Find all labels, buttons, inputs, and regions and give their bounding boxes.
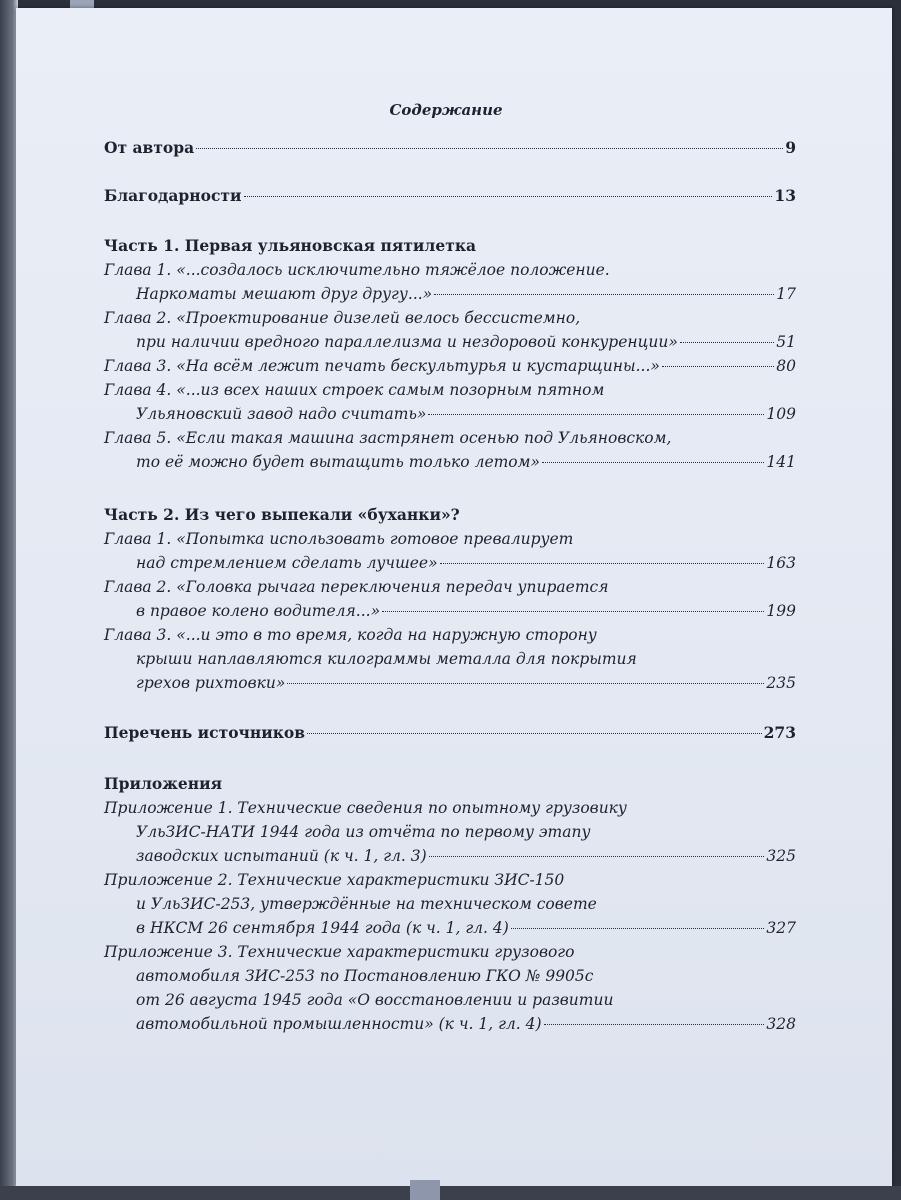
dot-leader — [662, 366, 774, 367]
page-number: 109 — [766, 405, 796, 423]
dot-leader — [287, 683, 764, 684]
toc-chapter: Глава 3. «...и это в то время, когда на наружную сторону крыши наплавляются килограммы металла для покрытия грехов рихтовки» 235 — [104, 623, 796, 695]
dot-leader — [196, 148, 783, 149]
toc-chapter: Глава 2. «Проектирование дизелей велось бессистемно, при наличии вредного параллелизма и нездоровой конкуренции» 51 — [104, 306, 796, 354]
dot-leader — [680, 342, 774, 343]
part-heading: Часть 1. Первая ульяновская пятилетка — [104, 236, 477, 255]
toc-entry-sources: Перечень источников 273 — [104, 721, 796, 745]
toc-chapter: Глава 4. «...из всех наших строек самым позорным пятном Ульяновский завод надо считать» 109 — [104, 378, 796, 426]
appendices-heading: Приложения — [104, 774, 223, 793]
dot-leader — [542, 462, 764, 463]
toc-appendices — [104, 772, 796, 1036]
toc-chapter: Глава 5. «Если такая машина застрянет осенью под Ульяновском, то её можно будет вытащить только летом» 141 — [104, 426, 796, 474]
page-title: Содержание — [389, 101, 503, 119]
page-number: 199 — [766, 602, 796, 620]
toc-part-2 — [104, 503, 796, 695]
toc-part-1 — [104, 234, 796, 474]
dot-leader — [440, 563, 765, 564]
dot-leader — [244, 196, 773, 197]
page-number: 80 — [776, 357, 796, 375]
page-number: 235 — [766, 674, 796, 692]
page-number: 141 — [766, 453, 796, 471]
toc-appendix: Приложение 1. Технические сведения по опытному грузовику УльЗИС-НАТИ 1944 года из отчёта по первому этапу заводских испытаний (к ч. 1, гл. 3) 325 — [104, 796, 796, 868]
part-heading: Часть 2. Из чего выпекали «буханки»? — [104, 505, 460, 524]
table-surface — [0, 1186, 901, 1200]
toc-chapter: Глава 2. «Головка рычага переключения передач упирается в правое колено водителя...» 199 — [104, 575, 796, 623]
toc-entry-acknowledgements: Благодарности 13 — [104, 184, 796, 208]
page-number: 17 — [776, 285, 796, 303]
page-number: 51 — [776, 333, 796, 351]
page-number: 325 — [766, 847, 796, 865]
page-number: 163 — [766, 554, 796, 572]
toc-chapter: Глава 3. «На всём лежит печать бескультурья и кустарщины...» 80 — [104, 354, 796, 378]
toc-chapter: Глава 1. «...создалось исключительно тяжёлое положение. Наркоматы мешают друг другу...» 17 — [104, 258, 796, 306]
bookmark-ribbon — [410, 1180, 440, 1200]
page-number: 327 — [766, 919, 796, 937]
dot-leader — [511, 928, 765, 929]
toc-chapter: Глава 1. «Попытка использовать готовое превалирует над стремлением сделать лучшее» 163 — [104, 527, 796, 575]
dot-leader — [428, 414, 764, 415]
book-page — [16, 8, 892, 1186]
page-number: 9 — [785, 138, 796, 157]
dot-leader — [429, 856, 765, 857]
page-number: 328 — [766, 1015, 796, 1033]
toc-appendix: Приложение 3. Технические характеристики грузового автомобиля ЗИС-253 по Постановлению ГКО № 9905с от 26 августа 1945 года «О восстановлении и развитии автомобильной промышленности» (к ч. 1, гл. 4) 328 — [104, 940, 796, 1036]
dot-leader — [307, 733, 762, 734]
toc-entry-from-author: От автора 9 — [104, 136, 796, 160]
page-number: 273 — [763, 723, 796, 742]
dot-leader — [544, 1024, 765, 1025]
dot-leader — [434, 294, 774, 295]
page-number: 13 — [774, 186, 796, 205]
toc-appendix: Приложение 2. Технические характеристики ЗИС-150 и УльЗИС-253, утверждённые на техническом совете в НКСМ 26 сентября 1944 года (к ч. 1, гл. 4) 327 — [104, 868, 796, 940]
dot-leader — [382, 611, 764, 612]
